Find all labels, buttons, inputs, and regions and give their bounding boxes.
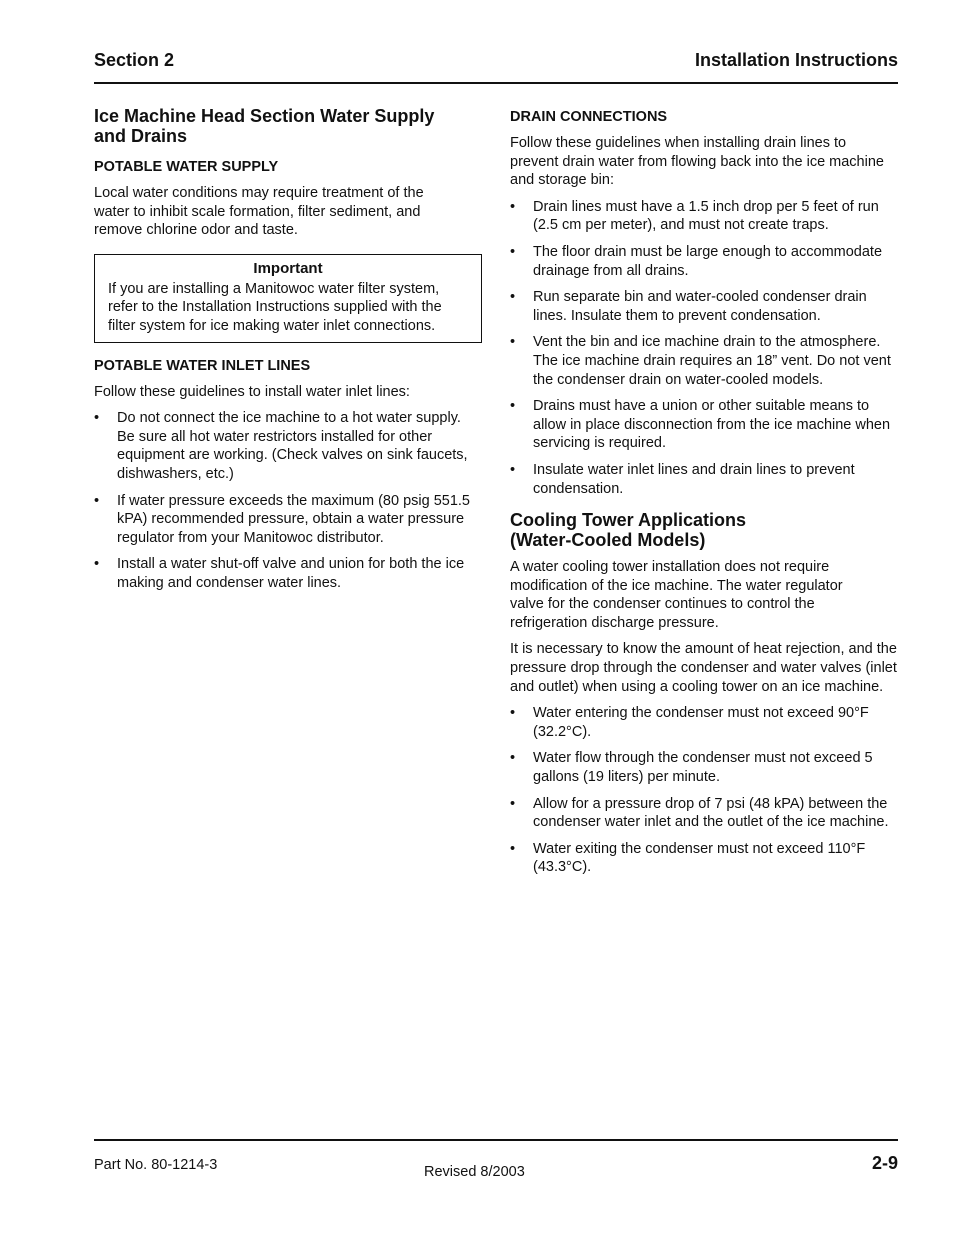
list-item: • If water pressure exceeds the maximum (80 psig 551.5 kPA) recommended pressure, obtain a water pressure regulator from your Manitowoc distributor.: [94, 492, 470, 546]
bullet-icon: •: [510, 840, 516, 857]
list-item: • Install a water shut-off valve and union for both the ice making and condenser water lines.: [94, 556, 465, 591]
list-item: • Water entering the condenser must not exceed 90°F (32.2°C).: [510, 705, 869, 740]
bullet-icon: •: [510, 705, 516, 722]
cooling-heading: Cooling Tower Applications (Water-Cooled Models): [510, 510, 746, 551]
list-item: • Drains must have a union or other suitable means to allow in place disconnection from the ice machine when servicing is required.: [510, 398, 891, 452]
bullet-icon: •: [94, 410, 100, 427]
list-item: • Drain lines must have a 1.5 inch drop per 5 feet of run (2.5 cm per meter), and must not create traps.: [510, 198, 879, 234]
left-column: [94, 106, 482, 601]
header-rule: [94, 82, 898, 84]
list-item: • Allow for a pressure drop of 7 psi (48 kPA) between the condenser water inlet and the outlet of the ice machine.: [510, 795, 889, 831]
list-item: • Vent the bin and ice machine drain to the atmosphere. The ice machine drain requires an 18” vent. Do not vent the condenser drain on water-cooled models.: [510, 334, 891, 388]
section-heading: Ice Machine Head Section Water Supply and Drains: [94, 106, 435, 146]
bullet-icon: •: [510, 398, 516, 415]
cooling-list: [510, 704, 898, 877]
list-item: • Water exiting the condenser must not exceed 110°F (43.3°C).: [510, 840, 866, 876]
bullet-icon: •: [510, 243, 516, 260]
bullet-icon: •: [510, 289, 516, 306]
potable-supply-para: Local water conditions may require treatment of the water to inhibit scale formation, filter sediment, and remove chlorine odor and taste.: [94, 185, 424, 239]
footer-rule: [94, 1139, 898, 1141]
bullet-icon: •: [510, 795, 516, 812]
drain-intro: Follow these guidelines when installing drain lines to prevent drain water from flowing back into the ice machine and storage bin:: [510, 135, 884, 189]
cooling-para-2: It is necessary to know the amount of heat rejection, and the pressure drop through the condenser and water valves (inlet and outlet) when using a cooling tower on an ice machine.: [510, 641, 897, 695]
bullet-icon: •: [510, 334, 516, 351]
right-column: [510, 106, 898, 885]
bullet-icon: •: [94, 556, 100, 573]
page-number: 2-9: [871, 1153, 898, 1173]
drain-title: DRAIN CONNECTIONS: [510, 109, 668, 125]
list-item: • Insulate water inlet lines and drain lines to prevent condensation.: [510, 461, 855, 497]
important-title: Important: [253, 259, 323, 277]
inlet-lines-title: POTABLE WATER INLET LINES: [94, 357, 311, 374]
important-body: If you are installing a Manitowoc water filter system, refer to the Installation Instructions supplied with the filter system for ice making water inlet connections.: [108, 280, 442, 334]
bullet-icon: •: [94, 492, 100, 509]
header-title: Installation Instructions: [694, 50, 898, 70]
bullet-icon: •: [510, 461, 516, 478]
important-box: [94, 254, 482, 343]
section-label: Section 2: [94, 50, 175, 70]
inlet-lines-intro: Follow these guidelines to install water inlet lines:: [94, 383, 410, 400]
bullet-icon: •: [510, 198, 516, 215]
revision-date: Revised 8/2003: [424, 1164, 525, 1180]
inlet-lines-list: [94, 409, 482, 592]
page-header: [94, 50, 898, 74]
list-item: • The floor drain must be large enough to accommodate drainage from all drains.: [510, 243, 883, 279]
list-item: • Water flow through the condenser must not exceed 5 gallons (19 liters) per minute.: [510, 750, 873, 786]
drain-list: [510, 198, 898, 498]
list-item: • Do not connect the ice machine to a hot water supply. Be sure all hot water restrictors installed for other equipment are working. (Check valves on sink faucets, dishwashers, etc.): [94, 410, 468, 482]
cooling-para-1: A water cooling tower installation does not require modification of the ice machine. The water regulator valve for the condenser continues to control the refrigeration discharge pressure.: [510, 559, 843, 631]
list-item: • Run separate bin and water-cooled condenser drain lines. Insulate them to prevent condensation.: [510, 289, 867, 324]
part-number: Part No. 80-1214-3: [94, 1157, 218, 1173]
bullet-icon: •: [510, 750, 516, 767]
potable-supply-title: POTABLE WATER SUPPLY: [94, 159, 279, 175]
